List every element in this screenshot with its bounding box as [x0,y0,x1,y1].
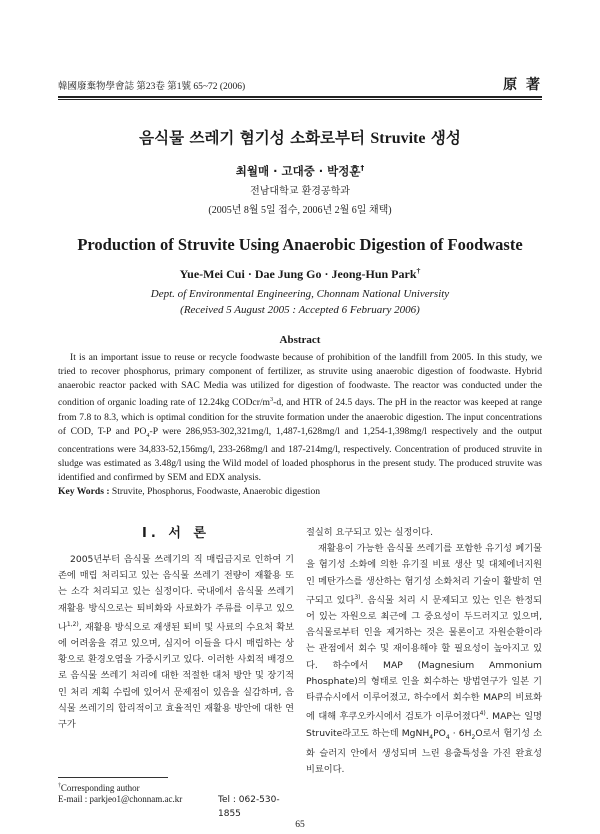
header-rule-thin [58,99,542,100]
abstract-heading: Abstract [279,334,321,346]
journal-header [58,74,542,94]
section-heading-introduction: I. 서 론 [142,526,210,541]
footnote: †Corresponding author E-mail : parkjeo1@chonnam.ac.kr Tel : 062-530-1855 [58,783,280,819]
footnote-label: Corresponding author [60,783,140,793]
intro-column-right [306,525,542,778]
footnote-rule [58,777,168,778]
korean-affiliation: 전남대학교 환경공학과 [250,186,350,197]
korean-dates: (2005년 8월 5일 접수, 2006년 2월 6일 채택) [208,205,392,216]
page-number: 65 [295,820,305,830]
korean-authors: 최월매 · 고대중 · 박정훈† [235,163,365,178]
english-authors: Yue-Mei Cui · Dae Jung Go · Jeong-Hun Park† [179,266,421,281]
intro-paragraph: 2005년부터 음식물 쓰레기의 직 매립금지로 인하여 기존에 매립 처리되고 있는 음식물 쓰레기 전량이 재활용 또는 소각 처리되고 있는 실정이다. 국내에서 음식물 쓰레기 재활용 방식으로는 퇴비화와 사료화가 주류를 이루고 있으나$^{1,2)}$, 재활용 방식으로 재생된 퇴비 및 사료의 수요처 확보에 어려움을 겪고 있으며, 심지어 이들을 다시 매립하는 상황으로 환경오염을 가중시키고 있다. 이러한 사회적 배경으로 음식물 쓰레기 처리에 대한 적절한 대처 방안 및 장기적인 처리 계획 수립에 있어서 문제점이 있음을 실감하며, 음식물 쓰레기의 합리적이고 효율적인 재활용 방안에 대한 연구가 [58,554,294,731]
corresponding-mark: † [416,266,421,275]
keywords-label: Key Words : [58,486,110,497]
intro-paragraph: 재활용이 가능한 음식물 쓰레기를 포함한 유기성 폐기물을 혐기성 소화에 의한 유기질 비료 생산 및 대체에너지원인 메탄가스를 생산하는 혐기성 소화처리 기술이 활발히 연구되고 있다$^{3)}$. 음식물 처리 시 문제되고 있는 인은 한정되어 있는 자원으로 최근에 그 중요성이 두드러지고 있으며, 음식물로부터 인을 제거하는 것은 물론이고 자원순환이라는 관점에서 회수 및 재이용해야 할 필요성이 높아지고 있다. 하수에서 MAP (Magnesium Ammonium Phosphate)의 형태로 인을 회수하는 방법연구가 일본 기타큐슈시에서 이루어졌고, 하수에서 회수한 MAP의 비료화에 대해 후쿠오카시에서 검토가 이루어졌다$^{4)}$. MAP는 일명 Struvite라고도 하는데 $MgNH_4PO_4 \cdot 6H_2O$로서 혐기성 소화 슬러지 안에서 생성되며 느린 용출특성을 가진 완효성 비료이다. [306,543,542,775]
english-dates: (Received 5 August 2005 : Accepted 6 February 2006) [180,304,420,316]
intro-paragraph: 절실히 요구되고 있는 실정이다. [306,527,434,538]
article-type-label: 原 著 [503,77,542,93]
korean-title: 음식물 쓰레기 혐기성 소화로부터 Struvite 생성 [139,129,461,147]
keywords [58,486,542,497]
english-affiliation: Dept. of Environmental Engineering, Chonnam National University [150,288,450,300]
corresponding-mark: † [360,163,365,173]
footnote-email: E-mail : parkjeo1@chonnam.ac.kr [58,794,183,804]
keywords-text: Struvite, Phosphorus, Foodwaste, Anaerobic digestion [109,486,321,497]
english-title: Production of Struvite Using Anaerobic Digestion of Foodwaste [77,235,523,254]
abstract-body: It is an important issue to reuse or recycle foodwaste because of prohibition of the landfill from 2005. In this study, we tried to recover phosphorus, primary component of fertilizer, as struvite using anaerobic digestion of foodwaste. Hybrid anaerobic reactor packed with SAC Media was utilized for digestion of foodwaste. The reactor was conducted under the condition of organic loading rate of 12.24kg CODcr/$m^3-d$, and HTR of 24.5 days. The pH in the reactor was keeped at range from 7.8 to 8.3, which is optimal condition for the struvite formation under the anaerobic digestion. The input concentrations of COD, T-P and $PO_4-P$ were 286,953-302,321mg/l, 1,487-1,628mg/l and 1,254-1,398mg/l respectively and the output concentrations were 34,833-52,156mg/l, 233-268mg/l and 187-214mg/l, respectively. Concentration of produced struvite in sludge was estimated as 3.48g/l using the Wild model of loaded phosphorus in the present study. The produced struvite was identified and confirmed by SEM and EDX analysis. [58,352,542,483]
journal-reference: 韓國廢棄物學會誌 第23卷 第1號 65~72 (2006) [58,82,246,92]
header-rule-thick [58,96,542,98]
intro-column-left [58,552,294,733]
footnote-tel: Tel : 062-530-1855 [218,795,280,819]
